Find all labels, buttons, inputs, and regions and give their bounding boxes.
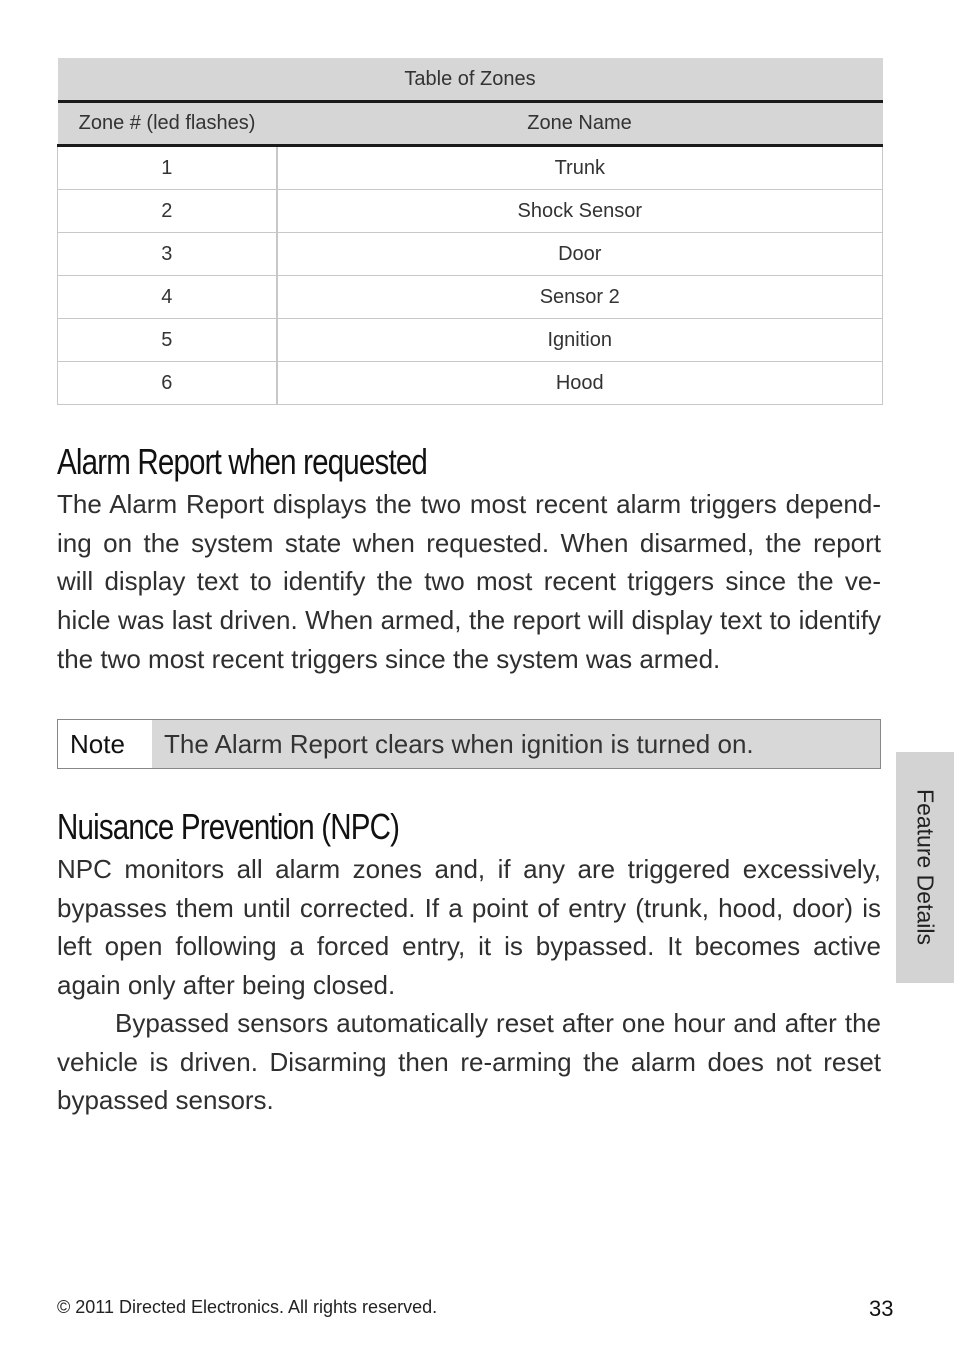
alarm-report-heading: Alarm Report when requested (57, 441, 428, 482)
column-header-zone-number: Zone # (led flashes) (58, 102, 277, 146)
zone-number: 1 (58, 146, 277, 190)
npc-paragraph-1: NPC monitors all alarm zones and, if any are triggered excessively, bypasses them until corrected. If a point of entry (trunk, hood, door) is left open following a forced entry, it is bypassed. It becomes active again only after being closed. (57, 854, 881, 1001)
alarm-report-body: The Alarm Report displays the two most recent alarm triggers depend-ing on the system state when requested. When disarmed, the report will display text to identify the two most recent triggers since the ve-hicle was last driven. When armed, the report will display text to identify the two most recent triggers since the system was armed. (57, 489, 881, 674)
footer-copyright: © 2011 Directed Electronics. All rights reserved. (57, 1297, 438, 1317)
zone-name: Hood (277, 362, 883, 405)
zone-number: 3 (58, 233, 277, 276)
table-title: Table of Zones (58, 58, 883, 102)
table-row (58, 190, 883, 233)
table-row (58, 319, 883, 362)
zone-name: Trunk (277, 146, 883, 190)
table-row (58, 362, 883, 405)
zone-number: 2 (58, 190, 277, 233)
zones-table (57, 58, 883, 405)
note-label: Note (58, 720, 152, 768)
page-number: 33 (869, 1296, 894, 1321)
table-row (58, 233, 883, 276)
side-tab (896, 752, 954, 983)
side-tab-label: Feature Details (912, 789, 939, 945)
zone-name: Door (277, 233, 883, 276)
table-row (58, 146, 883, 190)
npc-paragraph-2: Bypassed sensors automatically reset after one hour and after the vehicle is driven. Disarming then re-arming the alarm does not reset bypassed sensors. (57, 1008, 881, 1116)
table-row (58, 276, 883, 319)
note-text: The Alarm Report clears when ignition is turned on. (152, 720, 880, 768)
zone-name: Shock Sensor (277, 190, 883, 233)
zone-name: Sensor 2 (277, 276, 883, 319)
note-box (57, 719, 881, 769)
npc-heading: Nuisance Prevention (NPC) (57, 806, 400, 847)
zone-name: Ignition (277, 319, 883, 362)
zone-number: 5 (58, 319, 277, 362)
column-header-zone-name: Zone Name (277, 102, 883, 146)
zone-number: 4 (58, 276, 277, 319)
zone-number: 6 (58, 362, 277, 405)
